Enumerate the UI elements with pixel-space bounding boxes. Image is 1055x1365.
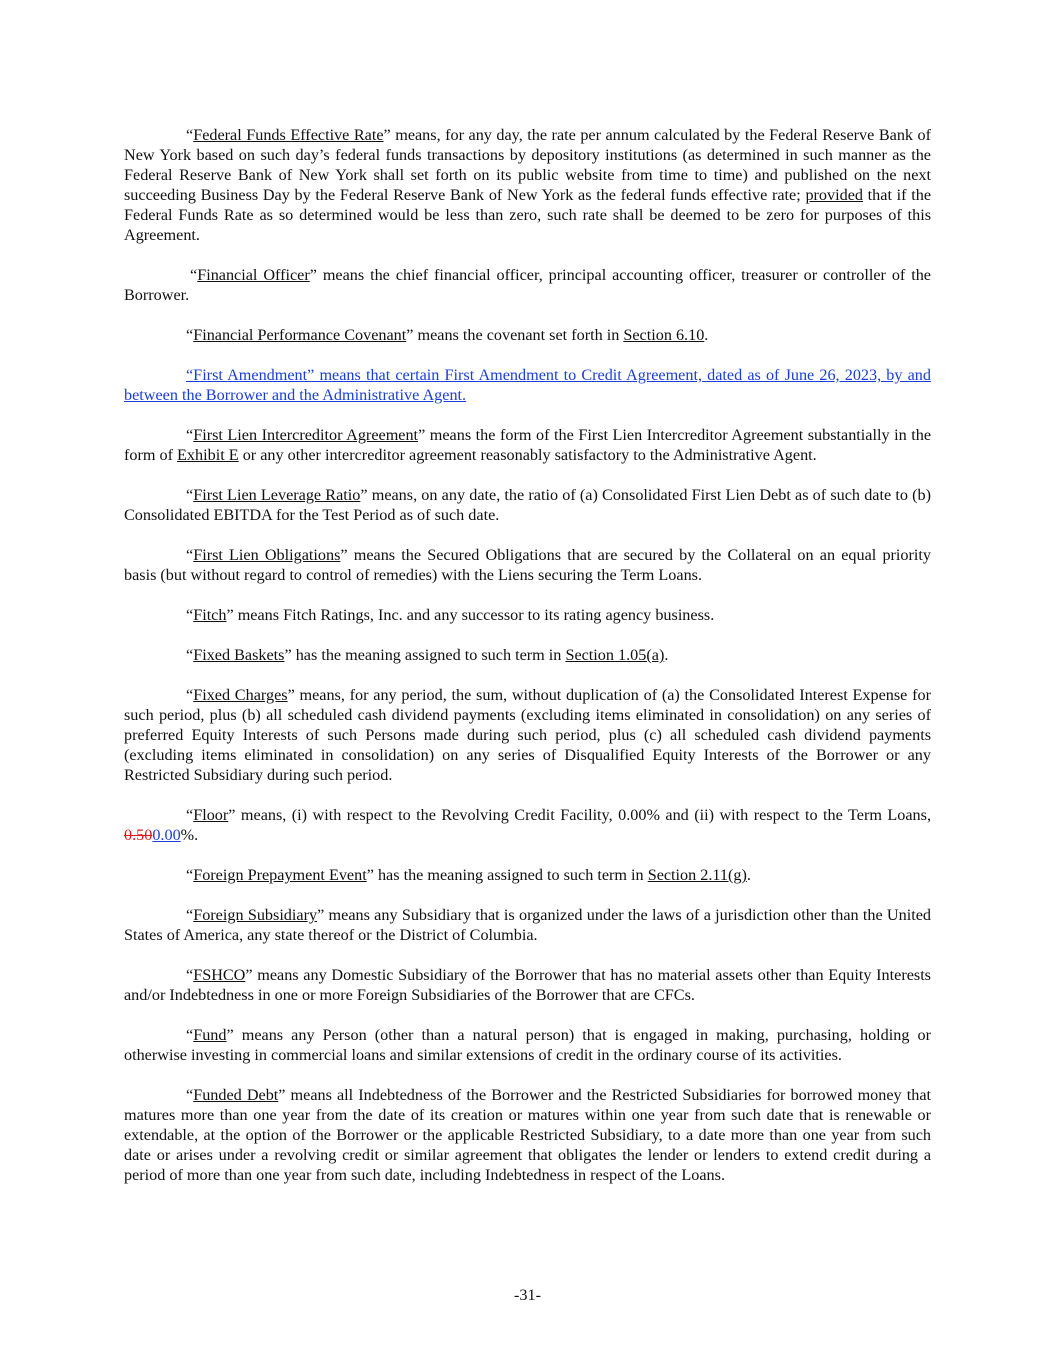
definition-text: ” means the form of the First Lien Intercreditor Agreement substantially in the form of xyxy=(124,426,931,464)
defined-term: Fixed Charges xyxy=(193,686,288,704)
deleted-revision: 0.50 xyxy=(124,826,153,844)
definition-fshco xyxy=(124,965,931,1005)
definition-floor xyxy=(124,805,931,845)
defined-term: Funded Debt xyxy=(193,1086,279,1104)
definition-text: ” has the meaning assigned to such term in xyxy=(366,866,648,884)
page-number: -31- xyxy=(514,1286,541,1304)
open-quote: “ xyxy=(186,1086,194,1104)
defined-term: Foreign Subsidiary xyxy=(193,906,318,924)
definitions-body xyxy=(124,125,931,1205)
definition-fund xyxy=(124,1025,931,1065)
definition-financial-officer xyxy=(124,265,931,305)
definition-first-amendment xyxy=(124,365,931,405)
open-quote: “ xyxy=(186,426,194,444)
defined-term: Fund xyxy=(193,1026,227,1044)
definition-text: ” means the Secured Obligations that are secured by the Collateral on an equal priority basis (but without regard to control of remedies) with the Liens securing the Term Loans. xyxy=(124,546,931,584)
defined-term: First Lien Intercreditor Agreement xyxy=(193,426,419,444)
provided-word: provided xyxy=(805,186,863,204)
definition-funded-debt xyxy=(124,1085,931,1185)
definition-federal-funds-effective-rate xyxy=(124,125,931,245)
definition-text: ” means, for any day, the rate per annum calculated by the Federal Reserve Bank of New York based on such day’s federal funds transactions by depository institutions (as determined in such manner as the Federal Reserve Bank of New York shall set forth on its public website from time to time) and published on the next succeeding Business Day by the Federal Reserve Bank of New York as the federal funds effective rate; xyxy=(124,126,932,204)
definition-text: %. xyxy=(180,826,199,844)
definition-text: ” means the chief financial officer, principal accounting officer, treasurer or controller of the Borrower. xyxy=(124,266,931,304)
definition-fixed-baskets xyxy=(124,645,931,665)
defined-term: Financial Officer xyxy=(197,266,310,284)
open-quote: “ xyxy=(186,966,194,984)
definition-first-lien-leverage-ratio xyxy=(124,485,931,525)
open-quote: “ xyxy=(186,866,194,884)
inserted-revision: 0.00 xyxy=(152,826,181,844)
definition-fixed-charges xyxy=(124,685,931,785)
definition-text: ” means, for any period, the sum, without duplication of (a) the Consolidated Interest Expense for such period, plus (b) all scheduled cash dividend payments (excluding items eliminated in consolidation) on any series of preferred Equity Interests of such Persons made during such period, plus (c) all scheduled cash dividend payments (excluding items eliminated in consolidation) on any series of Disqualified Equity Interests of the Borrower or any Restricted Subsidiary during such period. xyxy=(124,686,931,784)
definition-foreign-prepayment-event xyxy=(124,865,931,885)
definition-text: ” means, on any date, the ratio of (a) Consolidated First Lien Debt as of such date to (b) Consolidated EBITDA for the Test Period as of such date. xyxy=(124,486,931,524)
definition-first-lien-intercreditor-agreement xyxy=(124,425,931,465)
open-quote: “ xyxy=(186,126,194,144)
open-quote: “ xyxy=(186,646,194,664)
definition-first-lien-obligations xyxy=(124,545,931,585)
defined-term: Floor xyxy=(193,806,229,824)
defined-term: Federal Funds Effective Rate xyxy=(193,126,384,144)
defined-term: Fixed Baskets xyxy=(193,646,285,664)
defined-term: FSHCO xyxy=(193,966,246,984)
definition-text: ” means, (i) with respect to the Revolving Credit Facility, 0.00% and (ii) with respect to the Term Loans, xyxy=(228,806,931,824)
open-quote: “ xyxy=(190,266,198,284)
definition-fitch xyxy=(124,605,931,625)
defined-term: Financial Performance Covenant xyxy=(193,326,407,344)
open-quote: “ xyxy=(186,606,194,624)
definition-text: ” means any Domestic Subsidiary of the Borrower that has no material assets other than Equity Interests and/or Indebtedness in one or more Foreign Subsidiaries of the Borrower that are CFCs. xyxy=(124,966,931,1004)
open-quote: “ xyxy=(186,906,194,924)
defined-term: First Lien Leverage Ratio xyxy=(193,486,361,504)
open-quote: “ xyxy=(186,546,194,564)
defined-term: Fitch xyxy=(193,606,227,624)
defined-term: Foreign Prepayment Event xyxy=(193,866,367,884)
definition-text: ” means any Subsidiary that is organized under the laws of a jurisdiction other than the United States of America, any state thereof or the District of Columbia. xyxy=(124,906,931,944)
section-reference: Section 6.10 xyxy=(623,326,705,344)
definition-text: ” means the covenant set forth in xyxy=(406,326,624,344)
definition-text: . xyxy=(746,866,751,884)
definition-foreign-subsidiary xyxy=(124,905,931,945)
open-quote: “ xyxy=(186,486,194,504)
open-quote: “ xyxy=(186,686,194,704)
section-reference: Section 1.05(a) xyxy=(565,646,665,664)
defined-term: First Lien Obligations xyxy=(193,546,341,564)
definition-text: ” means all Indebtedness of the Borrower and the Restricted Subsidiaries for borrowed money that matures more than one year from the date of its creation or matures within one year from such date that is renewable or extendable, at the option of the Borrower or the applicable Restricted Subsidiary, to a date more than one year from such date or arises under a revolving credit or similar agreement that obligates the lender or lenders to extend credit during a period of more than one year from such date, including Indebtedness in respect of the Loans. xyxy=(124,1086,931,1184)
section-reference: Section 2.11(g) xyxy=(647,866,747,884)
open-quote: “ xyxy=(186,326,194,344)
exhibit-reference: Exhibit E xyxy=(177,446,239,464)
definition-text: ” has the meaning assigned to such term in xyxy=(284,646,566,664)
definition-text: . xyxy=(704,326,709,344)
inserted-revision: “First Amendment” means that certain First Amendment to Credit Agreement, dated as of June 26, 2023, by and between the Borrower and the Administrative Agent. xyxy=(124,366,931,404)
open-quote: “ xyxy=(186,806,194,824)
definition-text: . xyxy=(664,646,669,664)
open-quote: “ xyxy=(186,1026,194,1044)
definition-text: ” means any Person (other than a natural person) that is engaged in making, purchasing, holding or otherwise investing in commercial loans and similar extensions of credit in the ordinary course of its activities. xyxy=(124,1026,931,1064)
definition-text: or any other intercreditor agreement reasonably satisfactory to the Administrative Agent. xyxy=(238,446,817,464)
definition-text: ” means Fitch Ratings, Inc. and any successor to its rating agency business. xyxy=(226,606,715,624)
definition-financial-performance-covenant xyxy=(124,325,931,345)
definition-text: that if the Federal Funds Rate as so determined would be less than zero, such rate shall be deemed to be zero for purposes of this Agreement. xyxy=(124,186,932,244)
